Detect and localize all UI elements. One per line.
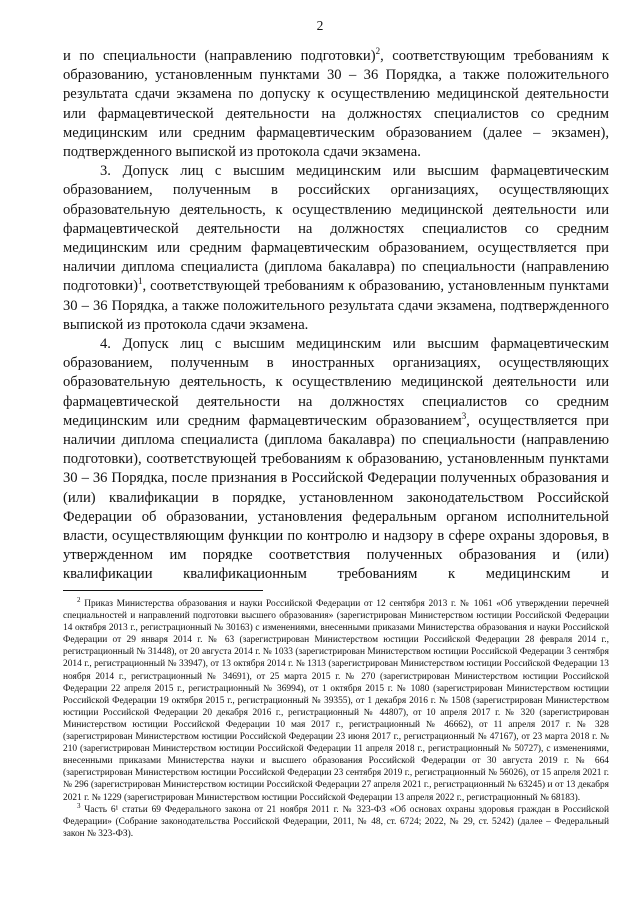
- paragraph-item-3: [63, 162, 609, 335]
- paragraph-text: , соответствующим требованиям к образованию, установленным пунктами 30 – 36 Порядка, а также положительного результата сдачи экзамена по допуску к осуществлению медицинской деятельности или фармацевтической деятельности на должностях специалистов со средним медицинским или средним фармацевтическим образованием (далее – экзамен), подтвержденного выпиской из протокола сдачи экзамена.: [63, 48, 609, 161]
- paragraph-text: и по специальности (направлению подготовки): [63, 48, 376, 64]
- footnote-mark: 3: [77, 801, 81, 810]
- main-text: [63, 47, 609, 585]
- footnote-mark: 2: [77, 595, 81, 604]
- footnote-2: [63, 595, 610, 804]
- paragraph-text: 4. Допуск лиц с высшим медицинским или высшим фармацевтическим образованием, полученным в иностранных организациях, осуществляющих образовательную деятельность, к осуществлению медицинской деятельности или фармацевтической деятельности на должностях специалистов со средним медицинским или средним фармацевтическим образованием: [63, 336, 609, 429]
- footnotes-block: [63, 595, 610, 840]
- paragraph-text: , осуществляется при наличии диплома специалиста (диплома бакалавра) по специальности (направлению подготовки), соответствующей требованиям к образованию, установленным пунктами 30 – 36 Порядка, после признания в Российской Федерации полученных образования и (или) квалификации в порядке, установленном законодательством Российской Федерации об образовании, установления федеральным органом исполнительной власти, осуществляющим функции по контролю и надзору в сфере охраны здоровья, в утвержденном им порядке соответствия полученных образования и (или) квалификации квалификационным требованиям к медицинским и: [63, 412, 609, 583]
- footnote-3: [63, 801, 610, 840]
- footnote-text: Часть 6¹ статьи 69 Федерального закона от 21 ноября 2011 г. № 323-ФЗ «Об основах охраны здоровья граждан в Российской Федерации» (Собрание законодательства Российской Федерации, 2011, № 48, ст. 6724; 2022, № 29, ст. 5242) (далее – Федеральный закон № 323-ФЗ).: [63, 804, 610, 839]
- footnote-reference: 3: [461, 411, 467, 421]
- paragraph-text: , соответствующей требованиям к образованию, установленным пунктами 30 – 36 Порядка, а также положительного результата сдачи экзамена, подтвержденного выпиской из протокола сдачи экзамена.: [63, 278, 609, 333]
- paragraph-item-4: [63, 335, 609, 585]
- footnote-reference: 1: [137, 276, 143, 287]
- footnote-reference: 2: [375, 46, 381, 57]
- paragraph-continuation: [63, 47, 609, 162]
- footnote-separator: [63, 590, 263, 591]
- paragraph-text: 3. Допуск лиц с высшим медицинским или высшим фармацевтическим образованием, полученным в российских организациях, осуществляющих образовательную деятельность, к осуществлению медицинской деятельности или фармацевтической деятельности на должностях специалистов со средним медицинским или средним фармацевтическим образованием, осуществляется при наличии диплома специалиста (диплома бакалавра) по специальности (направлению подготовки): [63, 163, 609, 295]
- footnote-text: Приказ Министерства образования и науки Российской Федерации от 12 сентября 2013 г. № 1061 «Об утверждении перечней специальностей и направлений подготовки высшего образования» (зарегистрирован Министерством юстиции Российской Федерации 14 октября 2013 г., регистрационный № 30163) с изменениями, внесенными приказами Министерства образования и науки Российской Федерации от 29 января 2014 г. № 63 (зарегистрирован Министерством юстиции Российской Федерации 28 февраля 2014 г., регистрационный № 31448), от 20 августа 2014 г. № 1033 (зарегистрирован Министерством юстиции Российской Федерации 3 сентября 2014 г., регистрационный № 33947), от 13 октября 2014 г. № 1313 (зарегистрирован Министерством юстиции Российской Федерации 13 ноября 2014 г., регистрационный № 34691), от 25 марта 2015 г. № 270 (зарегистрирован Министерством юстиции Российской Федерации 22 апреля 2015 г., регистрационный № 36994), от 1 октября 2015 г. № 1080 (зарегистрирован Министерством юстиции Российской Федерации 19 октября 2015 г., регистрационный № 39355), от 1 декабря 2016 г. № 1508 (зарегистрирован Министерством юстиции Российской Федерации 20 декабря 2016 г., регистрационный № 44807), от 10 апреля 2017 г. № 320 (зарегистрирован Министерством юстиции Российской Федерации 10 мая 2017 г., регистрационный № 46662), от 11 апреля 2017 г. № 328 (зарегистрирован Министерством юстиции Российской Федерации 23 июня 2017 г., регистрационный № 47167), от 23 марта 2018 г. № 210 (зарегистрирован Министерством юстиции Российской Федерации 11 апреля 2018 г., регистрационный № 50727), с изменениями, внесенными приказами Министерства науки и высшего образования Российской Федерации от 30 августа 2019 г. № 664 (зарегистрирован Министерством юстиции Российской Федерации 23 сентября 2019 г., регистрационный № 56026), от 15 апреля 2021 г. № 296 (зарегистрирован Министерством юстиции Российской Федерации 27 апреля 2021 г., регистрационный № 63245) и от 13 декабря 2021 г. № 1229 (зарегистрирован Министерством юстиции Российской Федерации 13 апреля 2022 г., регистрационный № 68183).: [63, 599, 610, 803]
- page-number: 2: [316, 18, 324, 33]
